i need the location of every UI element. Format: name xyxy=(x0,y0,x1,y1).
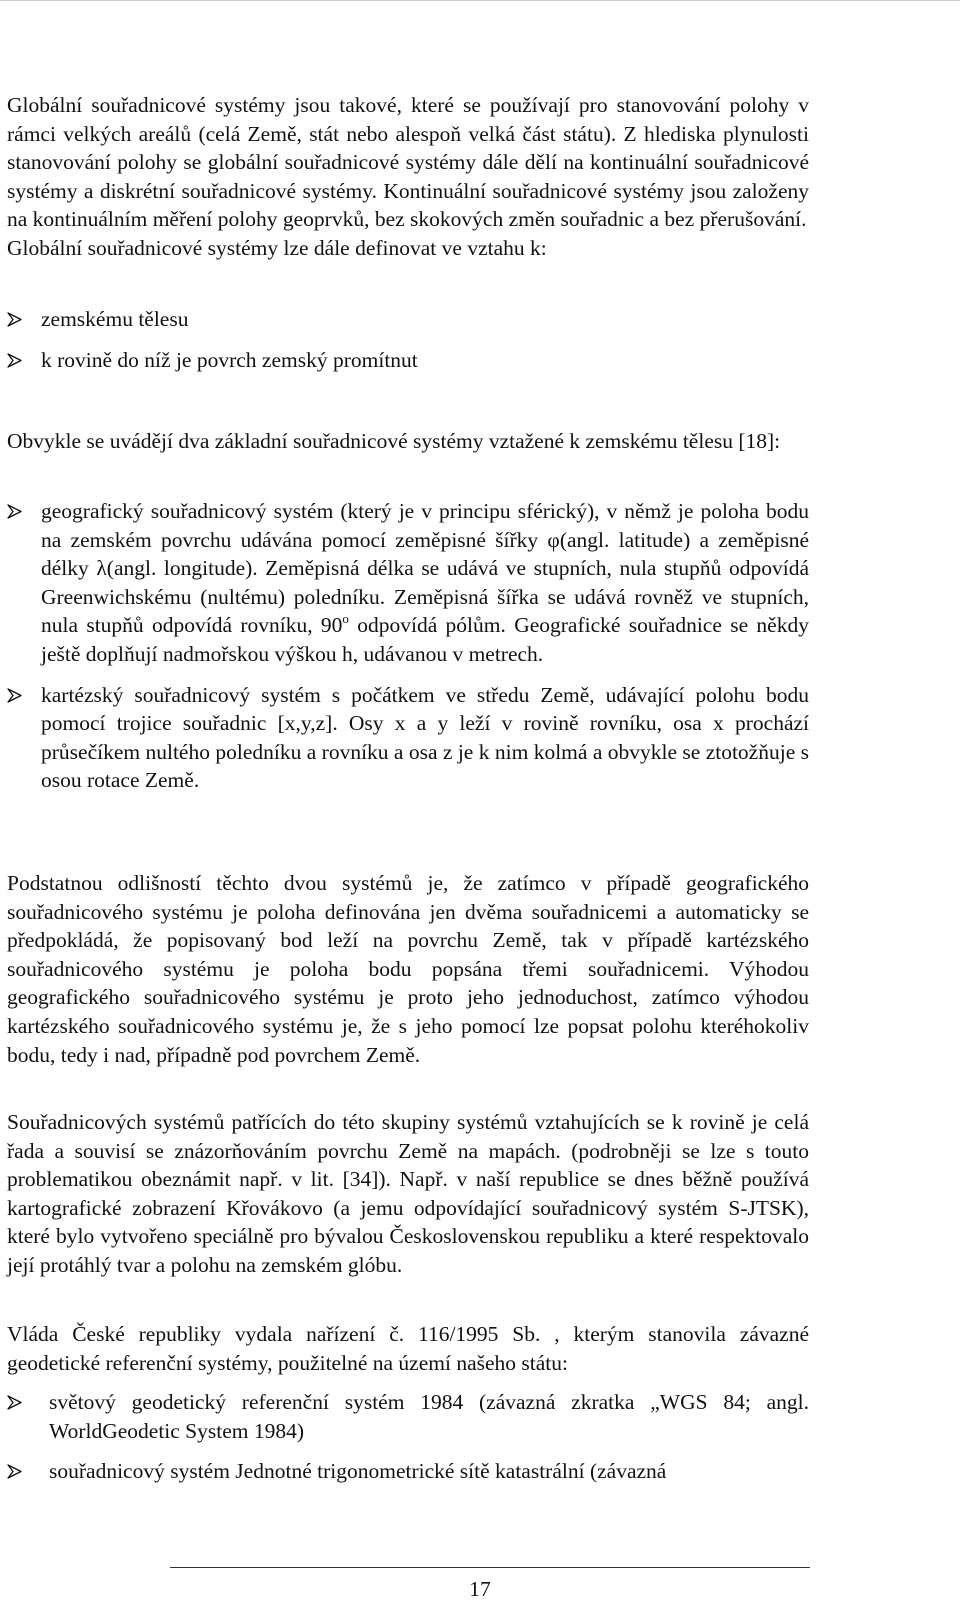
arrowhead-bullet-icon xyxy=(7,688,22,703)
list-coordinate-systems xyxy=(7,497,809,795)
government-decree-block xyxy=(7,1320,809,1377)
page-number: 17 xyxy=(469,1577,491,1601)
arrowhead-bullet-icon xyxy=(7,1395,22,1410)
list-reference-systems xyxy=(7,1388,809,1486)
list-item xyxy=(7,1457,809,1486)
comparison-block xyxy=(7,869,809,1069)
list-relations xyxy=(7,305,809,374)
list-item-cartesian xyxy=(7,681,809,795)
paragraph-global-systems-relation: Globální souřadnicové systémy lze dále definovat ve vztahu k: xyxy=(7,235,547,260)
planar-systems-block xyxy=(7,1108,809,1280)
list-item-text: zemskému tělesu xyxy=(41,307,189,331)
list-item xyxy=(7,1388,809,1445)
list-item xyxy=(7,305,809,334)
systems-intro-block xyxy=(7,427,809,456)
list-item-text: světový geodetický referenční systém 1984 (závazná zkratka „WGS 84; angl. WorldGeodetic System 1984) xyxy=(49,1390,809,1443)
arrowhead-bullet-icon xyxy=(7,1464,22,1479)
paragraph-government-decree: Vláda České republiky vydala nařízení č. 116/1995 Sb. , kterým stanovila závazné geodetické referenční systémy, použitelné na území našeho státu: xyxy=(7,1322,809,1375)
list-item-text: odpovídá pólům. Geografické souřadnice se někdy ještě doplňují nadmořskou výškou h, udávanou v metrech. xyxy=(41,613,809,666)
list-item-text: geografický souřadnicový systém (který je v principu sférický), v němž je poloha bodu na zemském povrchu udávána pomocí zeměpisné šířky φ(angl. latitude) a zeměpisné délky λ(angl. longitude). Zeměpisná délka se udává ve stupních, nula stupňů odpovídá Greenwichskému (nultému) poledníku. Zeměpisná šířka se udává rovněž ve stupních, nula stupňů odpovídá rovníku, 90 xyxy=(41,499,809,638)
paragraph-global-systems: Globální souřadnicové systémy jsou takové, které se používají pro stanovování polohy v rámci velkých areálů (celá Země, stát nebo alespoň velká část státu). Z hlediska plynulosti stanovování polohy se globální souřadnicové systémy dále dělí na kontinuální souřadnicové systémy a diskrétní souřadnicové systémy. Kontinuální souřadnicové systémy jsou založeny na kontinuálním měření polohy geoprvků, bez skokových změn souřadnic a bez přerušování. xyxy=(7,93,809,232)
list-item-text: kartézský souřadnicový systém s počátkem ve středu Země, udávající polohu bodu pomocí trojice souřadnic [x,y,z]. Osy x a y leží v rovině rovníku, osa x prochází průsečíkem nultého poledníku a rovníku a osa z je k nim kolmá a obvykle se ztotožňuje s osou rotace Země. xyxy=(41,682,809,793)
arrowhead-bullet-icon xyxy=(7,504,22,519)
paragraph-planar-systems: Souřadnicových systémů patřících do této skupiny systémů vztahujících se k rovině je celá řada a souvisí se znázorňováním povrchu Země na mapách. (podrobněji se lze s touto problematikou obeznámit např. v lit. [34]). Např. v naší republice se dnes běžně používá kartografické zobrazení Křovákovo (a jemu odpovídající souřadnicový systém S-JTSK), které bylo vytvořeno speciálně pro bývalou Československou republiku a které respektovalo její protáhlý tvar a polohu na zemském glóbu. xyxy=(7,1110,809,1277)
arrowhead-bullet-icon xyxy=(7,312,22,327)
list-item-geographic xyxy=(7,497,809,669)
list-item xyxy=(7,346,809,375)
list-item-text: souřadnicový systém Jednotné trigonometrické sítě katastrální (závazná xyxy=(49,1459,667,1484)
footer-rule xyxy=(170,1567,810,1568)
page-top-border xyxy=(0,0,960,1)
intro-block xyxy=(7,91,809,263)
list-item-text: k rovině do níž je povrch zemský promítnut xyxy=(41,347,418,372)
paragraph-comparison: Podstatnou odlišností těchto dvou systémů je, že zatímco v případě geografického souřadnicového systému je poloha definována jen dvěma souřadnicemi a automaticky se předpokládá, že popisovaný bod leží na povrchu Země, tak v případě kartézského souřadnicového systému je poloha bodu popsána třemi souřadnicemi. Výhodou geografického souřadnicového systému je proto jeho jednoduchost, zatímco výhodou kartézského souřadnicového systému je, že s jeho pomocí lze popsat polohu kteréhokoliv bodu, tedy i nad, případně pod povrchem Země. xyxy=(7,871,809,1067)
degree-superscript: o xyxy=(342,611,349,627)
paragraph-two-systems: Obvykle se uvádějí dva základní souřadnicové systémy vztažené k zemskému tělesu [18]: xyxy=(7,429,781,453)
arrowhead-bullet-icon xyxy=(7,353,22,368)
